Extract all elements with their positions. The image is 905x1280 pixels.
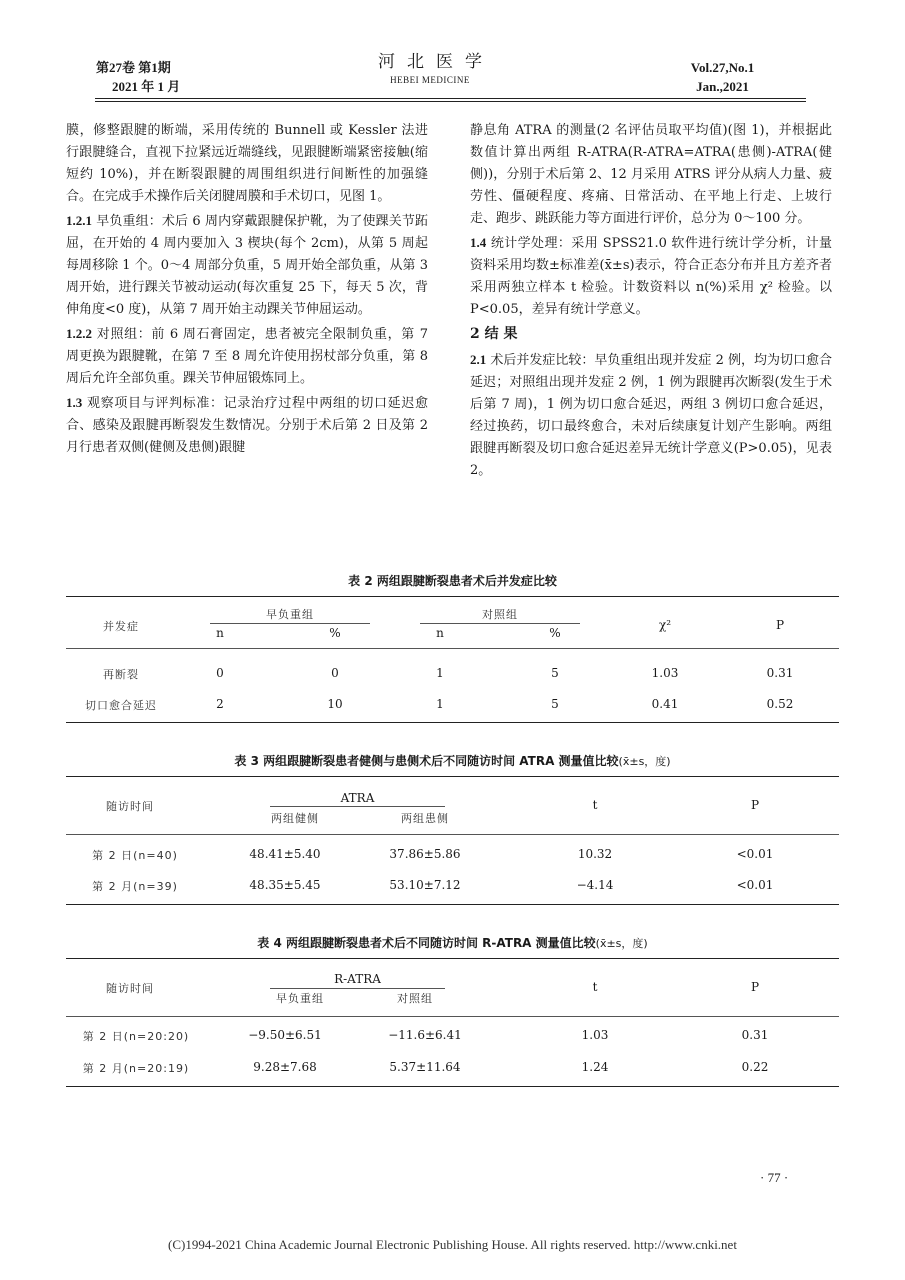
table3-cell: 48.35±5.45 — [249, 878, 321, 892]
paragraph-text: 术后并发症比较：早负重组出现并发症 2 例，均为切口愈合延迟；对照组出现并发症 2 例，1 例为跟腱再次断裂(发生于术后第 7 周)，1 例为切口愈合延迟，两组 3 例切口愈合延迟，经过换药，切口最终愈合，未对后续康复计划产生影响。两组跟腱再断裂及切口愈合延迟差异无统计学意义(P>0.05)，见表 2。 — [470, 353, 832, 478]
table4-header-t: t — [592, 980, 598, 994]
table2-cell: 0.41 — [651, 697, 679, 711]
table4-cell: −9.50±6.51 — [248, 1028, 322, 1042]
table2-header-pct: % — [549, 626, 561, 640]
table2-cell: 0 — [331, 666, 339, 680]
table2-cell: 1 — [436, 666, 444, 680]
table2-caption: 表 2 两组跟腱断裂患者术后并发症比较 — [348, 574, 557, 588]
table3-header-rule — [66, 834, 839, 835]
paragraph-text: 早负重组：术后 6 周内穿戴跟腱保护靴，为了使踝关节跖屈，在开始的 4 周内要加入 3 楔块(每个 2cm)，从第 5 周起每周移除 1 个。0～4 周部分负重，5 周开始全部负重，从第 3 周开始，进行踝关节被动运动(每次重复 25 下，每天 5 次，背伸角度<0 度)，从第 7 周开始主动踝关节伸屈运动。 — [66, 214, 428, 317]
table4-row-label: 第 2 日(n=20:20) — [82, 1030, 190, 1043]
paragraph: 膜，修整跟腱的断端，采用传统的 Bunnell 或 Kessler 法进行跟腱缝合，直视下拉紧远近端缝线，见跟腱断端紧密接触(缩短约 10%)，并在断裂跟腱的周围组织进行间断性的加强缝合。在完成手术操作后关闭腱周膜和手术切口，见图 1。 — [66, 123, 428, 204]
table4-header-p: P — [750, 980, 760, 994]
table3-cell: 48.41±5.40 — [249, 847, 321, 861]
journal-title — [350, 50, 510, 86]
copyright-footer: (C)1994-2021 China Academic Journal Electronic Publishing House. All rights reserved. http://www.cnki.net — [168, 1237, 737, 1252]
volume-issue-en: Vol.27,No.1 — [690, 60, 755, 75]
table2-group-rule — [420, 623, 580, 624]
running-header-right — [640, 58, 805, 96]
volume-issue-cn: 第27卷 第1期 — [96, 60, 171, 75]
table3-header-sub2: 两组患侧 — [401, 812, 449, 825]
table2-cell: 1 — [436, 697, 444, 711]
table4-cell: 1.24 — [581, 1060, 609, 1074]
table3-row-label: 第 2 月(n=39) — [92, 880, 178, 893]
table2-cell: 5 — [551, 697, 559, 711]
table2-header-n: n — [436, 626, 444, 640]
table4-cell: 0.31 — [741, 1028, 769, 1042]
table4-row-label: 第 2 月(n=20:19) — [82, 1062, 190, 1075]
left-column — [66, 120, 428, 461]
paragraph: 静息角 ATRA 的测量(2 名评估员取平均值)(图 1)，并根据此数值计算出两组 R-ATRA(R-ATRA=ATRA(患侧)-ATRA(健侧))，分别于术后第 2、12 月采用 ATRS 评分从病人力量、疲劳性、僵硬程度、疼痛、日常活动、在平地上行走、上坡行走、跑步、跳跃能力等方面进行评价，总分为 0～100 分。 — [470, 123, 832, 226]
journal-name-en: HEBEI MEDICINE — [390, 75, 470, 85]
table3-cell: −4.14 — [576, 878, 614, 892]
table3-cell: <0.01 — [736, 878, 774, 892]
table4-cell: 5.37±11.64 — [389, 1060, 461, 1074]
table3-bottom-rule — [66, 904, 839, 905]
table2-cell: 10 — [327, 697, 343, 711]
header-rule — [95, 101, 806, 102]
table4-caption — [0, 934, 905, 951]
running-header-left — [96, 58, 180, 96]
date-en: Jan.,2021 — [696, 79, 749, 94]
table2-header-rule — [66, 648, 839, 649]
table4-cell: 0.22 — [741, 1060, 769, 1074]
paragraph — [66, 392, 428, 459]
table3-cell: 37.86±5.86 — [389, 847, 461, 861]
table4-top-rule — [66, 958, 839, 959]
table2-header-group2: 对照组 — [482, 608, 518, 621]
paragraph — [66, 210, 428, 321]
page-number: · 77 · — [760, 1170, 789, 1185]
table4-bottom-rule — [66, 1086, 839, 1087]
table3-header-t: t — [592, 798, 598, 812]
paragraph — [470, 349, 832, 482]
table4-caption-note: (x̄±s，度) — [595, 937, 648, 950]
header-rule — [95, 98, 806, 99]
table4-header-rule — [66, 1016, 839, 1017]
table2-header-group1: 早负重组 — [266, 608, 314, 621]
table4-cell: −11.6±6.41 — [388, 1028, 462, 1042]
table2-cell: 2 — [216, 697, 224, 711]
paragraph-text: 观察项目与评判标准：记录治疗过程中两组的切口延迟愈合、感染及跟腱再断裂发生数情况。分别于术后第 2 日及第 2 月行患者双侧(健侧及患侧)跟腱 — [66, 396, 428, 455]
section-heading: 2 结 果 — [470, 326, 518, 342]
table2-cell: 0.31 — [766, 666, 794, 680]
table4-header-time: 随访时间 — [106, 982, 154, 995]
table2-header-p: P — [775, 618, 785, 632]
table3-header-p: P — [750, 798, 760, 812]
table3-header-time: 随访时间 — [106, 800, 154, 813]
section-number: 1.2.2 — [66, 326, 92, 341]
section-number: 1.3 — [66, 395, 83, 410]
paragraph-text: 对照组：前 6 周石膏固定，患者被完全限制负重，第 7 周更换为跟腱靴，在第 7 至 8 周允许使用拐杖部分负重，第 8 周后允许全部负重。踝关节伸屈锻炼同上。 — [66, 327, 428, 386]
section-number: 2.1 — [470, 352, 487, 367]
journal-name-cn: 河北医学 — [378, 52, 494, 72]
table2-cell: 0.52 — [766, 697, 794, 711]
table2-cell: 0 — [216, 666, 224, 680]
table3-row-label: 第 2 日(n=40) — [92, 849, 178, 862]
table3-cell: <0.01 — [736, 847, 774, 861]
table2-top-rule — [66, 596, 839, 597]
table2-header-chi: χ² — [658, 618, 672, 632]
table3-cell: 53.10±7.12 — [389, 878, 461, 892]
table3-top-rule — [66, 776, 839, 777]
table4-group-rule — [270, 988, 445, 989]
table3-caption-text: 表 3 两组跟腱断裂患者健侧与患侧术后不同随访时间 ATRA 测量值比较 — [234, 754, 619, 768]
table3-caption — [0, 752, 905, 769]
table4-header-sub1: 早负重组 — [276, 992, 324, 1005]
table3-header-sub1: 两组健侧 — [271, 812, 319, 825]
table2-header-n: n — [216, 626, 224, 640]
table3-header-group: ATRA — [340, 791, 375, 805]
table4-caption-text: 表 4 两组跟腱断裂患者术后不同随访时间 R-ATRA 测量值比较 — [257, 936, 596, 950]
table2-cell: 1.03 — [651, 666, 679, 680]
table4-header-sub2: 对照组 — [397, 992, 433, 1005]
table2-row-label: 切口愈合延迟 — [85, 699, 157, 712]
paragraph-text: 统计学处理：采用 SPSS21.0 软件进行统计学分析，计量资料采用均数±标准差(x̄±s)表示，符合正态分布并且方差齐者采用两独立样本 t 检验。计数资料以 n(%)采用 χ² 检验。以 P<0.05，差异有统计学意义。 — [470, 236, 832, 317]
table2-row-label: 再断裂 — [103, 668, 139, 681]
table2-cell: 5 — [551, 666, 559, 680]
table4-cell: 9.28±7.68 — [253, 1060, 317, 1074]
right-column — [470, 120, 832, 484]
table2-group-rule — [210, 623, 370, 624]
table4-cell: 1.03 — [581, 1028, 609, 1042]
table3-group-rule — [270, 806, 445, 807]
table2-bottom-rule — [66, 722, 839, 723]
paragraph — [66, 323, 428, 390]
table2-header-complication: 并发症 — [103, 620, 139, 633]
table3-cell: 10.32 — [577, 847, 613, 861]
date-cn: 2021 年 1 月 — [112, 79, 181, 94]
table3-caption-note: (x̄±s，度) — [618, 755, 671, 768]
section-number: 1.2.1 — [66, 213, 92, 228]
paragraph — [470, 232, 832, 321]
table4-header-group: R-ATRA — [334, 972, 381, 986]
table2-header-pct: % — [329, 626, 341, 640]
section-number: 1.4 — [470, 235, 487, 250]
